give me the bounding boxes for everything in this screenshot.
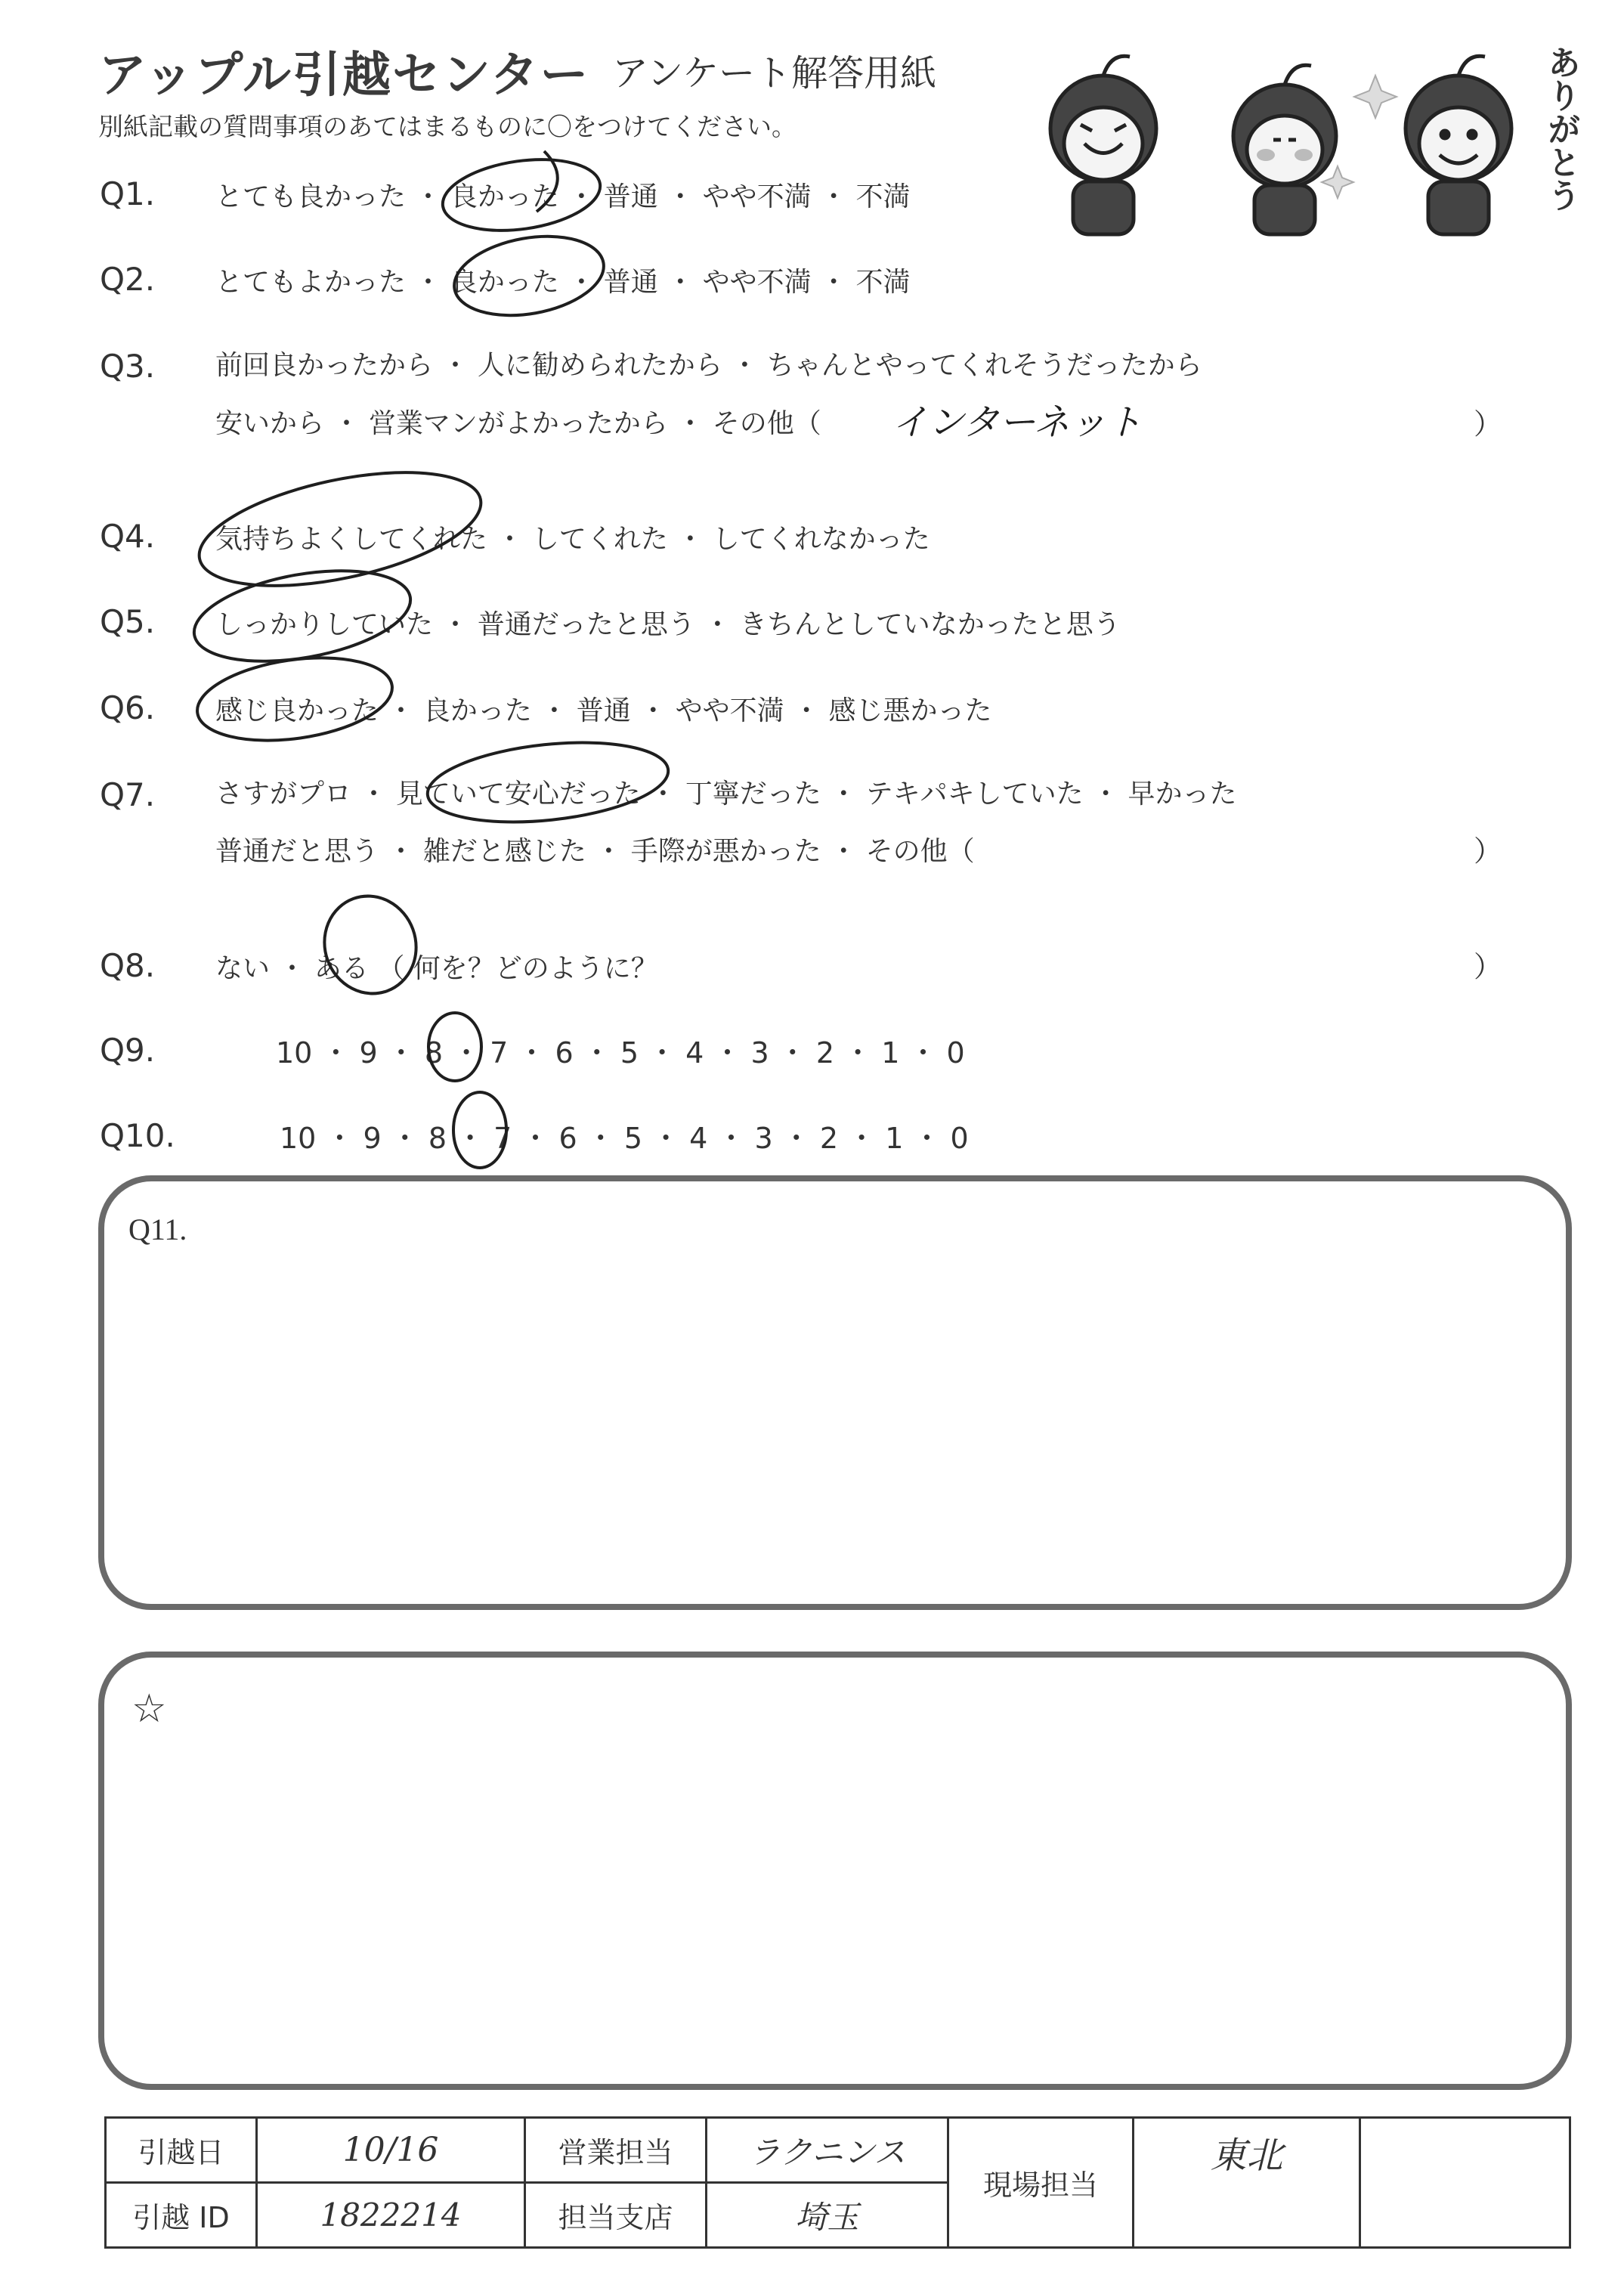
branch-label: 担当支店	[525, 2183, 707, 2248]
q3-options-line1: 前回良かったから ・ 人に勧められたから ・ ちゃんとやってくれそうだったから	[215, 350, 1202, 381]
q7-options-line1: さすがプロ ・ 見ていて安心だった ・ 丁寧だった ・ テキパキしていた ・ 早かった	[215, 779, 1237, 810]
q4-circle-mark	[190, 451, 491, 607]
q9-scale: 10 ・ 9 ・ 8 ・ 7 ・ 6 ・ 5 ・ 4 ・ 3 ・ 2 ・ 1 ・ 0	[276, 1036, 965, 1070]
q8-label: Q8.	[100, 947, 156, 984]
site-rep-label: 現場担当	[948, 2118, 1134, 2248]
q7-close-paren: ）	[1474, 834, 1503, 868]
move-date-label: 引越日	[106, 2118, 257, 2183]
q8-close-paren: ）	[1474, 950, 1503, 983]
q7-label: Q7.	[100, 776, 156, 813]
sales-rep-value: ラクニンス	[707, 2118, 948, 2183]
q3-label: Q3.	[100, 348, 156, 385]
form-title: アンケート解答用紙	[612, 52, 937, 94]
q7-circle-mark	[424, 732, 673, 833]
site-rep-value: 東北	[1134, 2118, 1360, 2248]
q3-options-line2: 安いから ・ 営業マンがよかったから ・ その他（	[215, 408, 821, 439]
q5-label: Q5.	[100, 603, 156, 640]
q7-options-line2: 普通だと思う ・ 雑だと感じた ・ 手際が悪かった ・ その他（	[215, 836, 975, 867]
instruction-text: 別紙記載の質問事項のあてはまるものに〇をつけてください。	[98, 112, 797, 141]
move-id-label: 引越 ID	[106, 2183, 257, 2248]
q8-circle-mark	[311, 883, 429, 1006]
branch-value: 埼玉	[707, 2183, 948, 2248]
sales-rep-label: 営業担当	[525, 2118, 707, 2183]
q8-options: ない ・ ある （ 何を？どのように？	[215, 953, 658, 984]
q1-label: Q1.	[100, 175, 156, 212]
q5-options: しっかりしていた ・ 普通だったと思う ・ きちんとしていなかったと思う	[215, 609, 1121, 640]
q11-box-label: Q11.	[128, 1212, 187, 1246]
q1-options: とても良かった ・ 良かった ・ 普通 ・ やや不満 ・ 不満	[215, 181, 911, 212]
q4-options: 気持ちよくしてくれた ・ してくれた ・ してくれなかった	[215, 524, 930, 555]
q1-circle-mark	[438, 150, 605, 240]
q3-close-paren: ）	[1474, 407, 1503, 441]
q6-circle-mark	[192, 646, 397, 751]
company-name: アップル引越センター	[98, 48, 590, 104]
q2-options: とてもよかった ・ 良かった ・ 普通 ・ やや不満 ・ 不満	[215, 267, 911, 298]
q6-options: 感じ良かった ・ 良かった ・ 普通 ・ やや不満 ・ 感じ悪かった	[215, 695, 992, 726]
star-box-label: ☆	[131, 1688, 167, 1731]
q9-label: Q9.	[100, 1032, 156, 1069]
q4-label: Q4.	[100, 518, 156, 555]
q2-circle-mark	[448, 225, 610, 326]
q10-scale: 10 ・ 9 ・ 8 ・ 7 ・ 6 ・ 5 ・ 4 ・ 3 ・ 2 ・ 1 ・ 0	[280, 1122, 969, 1155]
q10-label: Q10.	[100, 1117, 175, 1154]
q10-circle-mark	[453, 1092, 506, 1168]
move-date-value: 10/16	[257, 2118, 525, 2183]
q3-other-answer: インターネット	[892, 401, 1143, 444]
move-id-value: 1822214	[257, 2183, 525, 2248]
q6-label: Q6.	[100, 689, 156, 726]
q9-circle-mark	[428, 1013, 481, 1081]
q2-label: Q2.	[100, 261, 156, 298]
mascot-thanks-text: ありがとう	[1542, 45, 1580, 212]
